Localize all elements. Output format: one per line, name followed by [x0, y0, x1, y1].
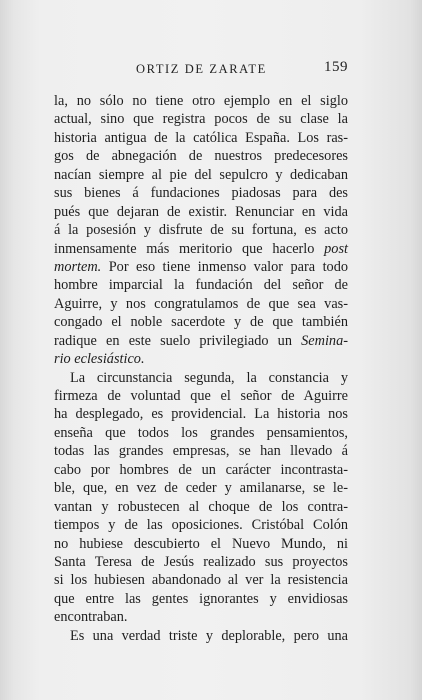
text-line: Es una verdad triste y deplorable, pero una — [70, 627, 348, 644]
text-line: La circunstancia segunda, la constancia y — [70, 369, 348, 386]
text-line: nacían siempre al pie del sepulcro y dedicaban — [54, 166, 348, 183]
text-line: firmeza de voluntad que el señor de Aguirre — [54, 388, 348, 404]
text-line: que entre las gentes ignorantes y envidiosas — [54, 590, 348, 607]
text-line — [54, 332, 348, 350]
italic-text: Semina- — [301, 332, 348, 349]
text-line: si los hubiesen abandonado al ver la resistencia — [54, 572, 348, 589]
text-line: sus bienes á fundaciones piadosas para des — [54, 185, 348, 202]
text-line: gos de abnegación de nuestros predecesores — [54, 148, 348, 165]
text-line: congado el noble sacerdote y de que también — [54, 314, 348, 331]
page-number: 159 — [324, 59, 348, 75]
text-run: Por eso tiene inmenso valor para todo — [101, 258, 348, 275]
text-line — [54, 350, 348, 368]
text-line: encontraban. — [54, 609, 128, 626]
text-line: no hubiese descubierto el Nuevo Mundo, ni — [54, 535, 348, 552]
text-run: inmensamente más meritorio que hacerlo — [54, 240, 325, 257]
text-run: radique en este suelo privilegiado un — [54, 332, 302, 349]
text-line: á la posesión y disfrute de su fortuna, es acto — [54, 222, 348, 239]
running-head — [54, 60, 348, 82]
italic-text: post — [324, 240, 348, 257]
text-line: pués que dejaran de existir. Renunciar en vida — [54, 203, 348, 220]
italic-text: rio eclesiástico. — [54, 351, 145, 368]
text-line — [54, 240, 348, 258]
text-line: vantan y robustecen al choque de los contra- — [54, 498, 348, 515]
text-line — [54, 258, 348, 276]
text-line: todas las grandes empresas, se han llevado á — [54, 443, 348, 460]
text-line: ha desplegado, es providencial. La historia nos — [54, 406, 348, 423]
text-line: Aguirre, y nos congratulamos de que sea vas- — [54, 295, 348, 312]
text-line: ble, que, en vez de ceder y amilanarse, se le- — [54, 480, 348, 497]
italic-text: mortem. — [54, 258, 102, 275]
text-line: actual, sino que registra pocos de su clase la — [54, 111, 348, 128]
text-line: historia antigua de la católica España. Los ras- — [54, 129, 348, 146]
running-title: ORTIZ DE ZARATE — [136, 62, 267, 76]
text-line: enseña que todos los grandes pensamientos, — [54, 424, 348, 441]
text-line: hombre imparcial la fundación del señor de — [54, 277, 348, 294]
text-line: la, no sólo no tiene otro ejemplo en el siglo — [54, 93, 348, 109]
text-line: tiempos y de las oposiciones. Cristóbal Colón — [54, 517, 348, 534]
text-line: cabo por hombres de un carácter incontrasta- — [54, 461, 348, 478]
body-text — [54, 92, 348, 645]
text-line: Santa Teresa de Jesús realizado sus proyectos — [54, 553, 348, 570]
